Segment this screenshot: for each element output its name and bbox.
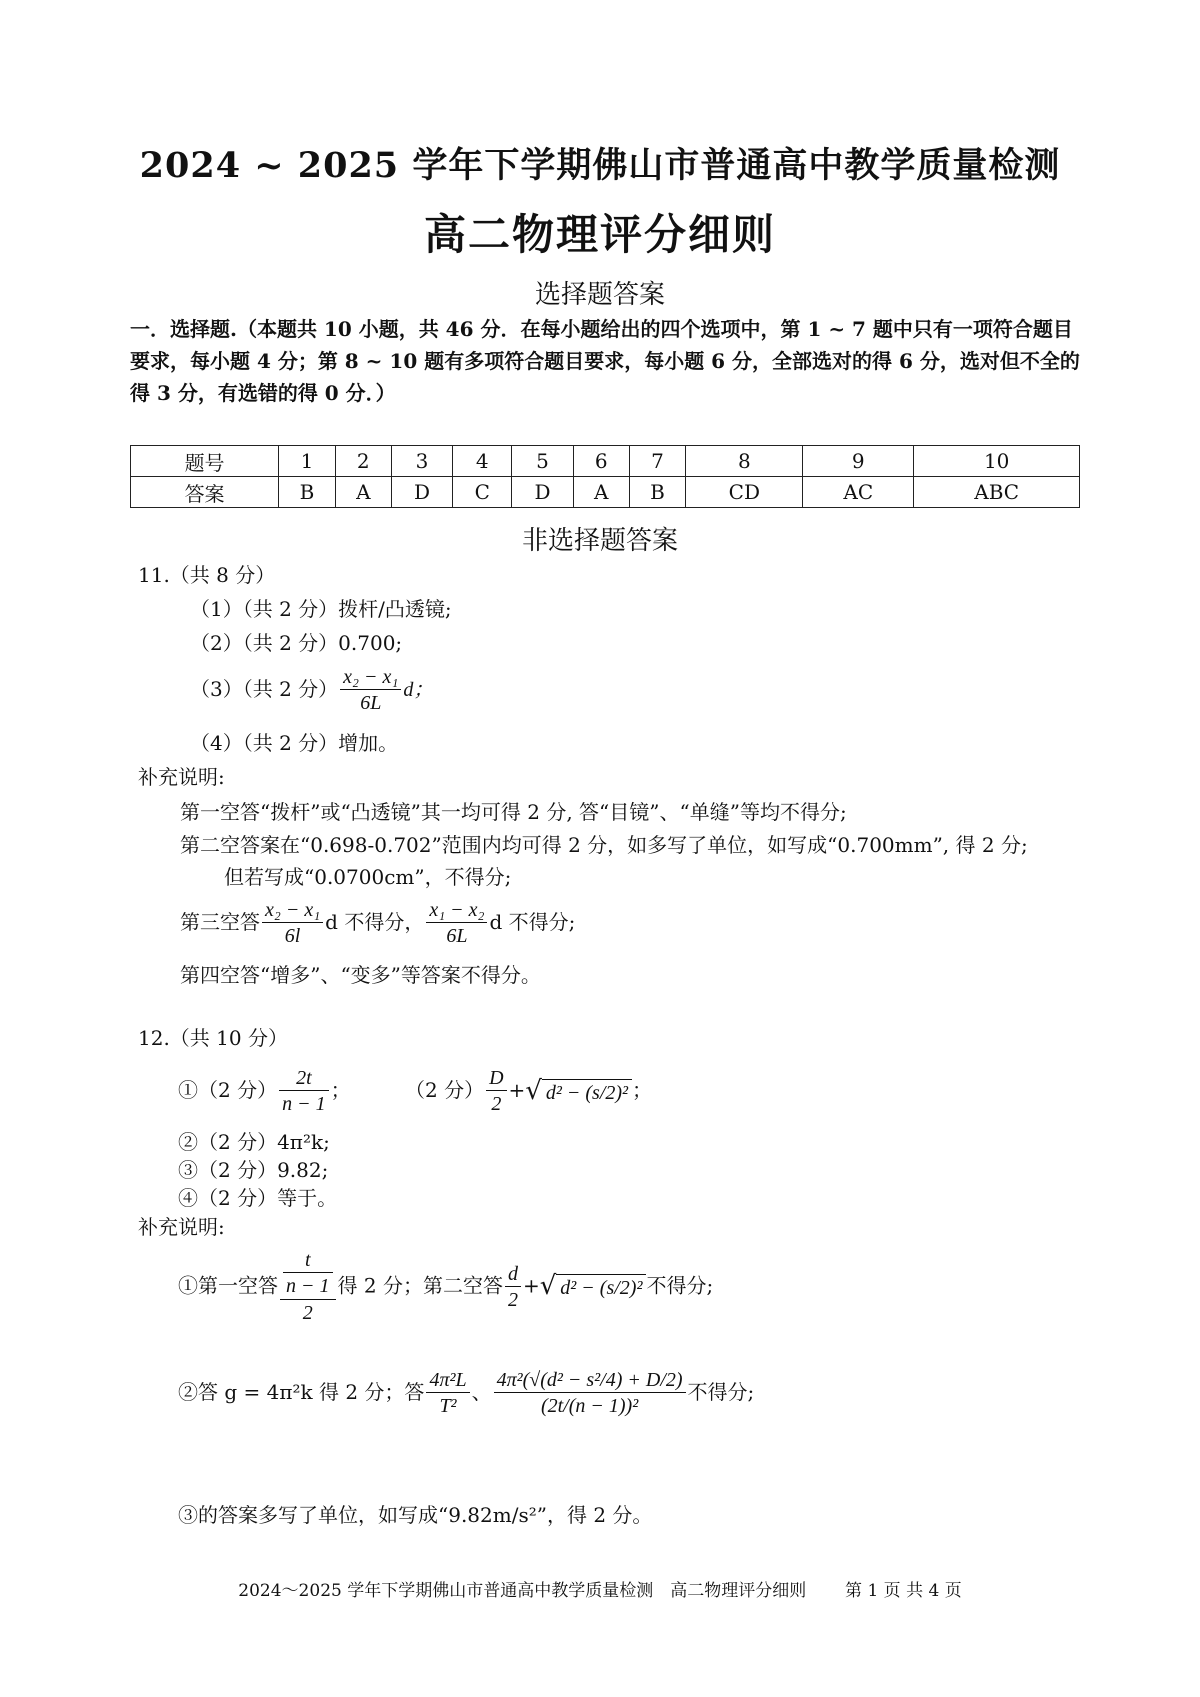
formula-fraction — [340, 665, 401, 716]
page-footer — [0, 1576, 1200, 1601]
note-tail: 不得分; — [687, 1380, 755, 1404]
formula-fraction — [494, 1368, 686, 1419]
formula-fraction — [279, 1066, 329, 1117]
denominator: 6L — [446, 925, 468, 947]
numerator: 4π²L — [426, 1368, 469, 1393]
separator: 、 — [471, 1380, 492, 1404]
q12-title: 12.（共 10 分） — [138, 1026, 288, 1050]
answer-prefix: ①（2 分） — [178, 1078, 278, 1102]
q12-note-1 — [178, 1248, 713, 1326]
note-tail: 不得分; — [646, 1273, 714, 1298]
q11-note-title: 补充说明: — [138, 765, 225, 789]
table-cell: AC — [803, 477, 914, 508]
q11-answer-2: （2）（共 2 分）0.700; — [190, 631, 403, 655]
answer-tail: d； — [403, 679, 434, 701]
row-label: 答案 — [131, 477, 279, 508]
numerator: x₁ − x₂ — [426, 898, 487, 923]
non-mc-heading: 非选择题答案 — [521, 526, 678, 556]
numerator: x₂ − x₁ — [340, 665, 401, 690]
formula-fraction — [505, 1262, 521, 1313]
page-number: 第 1 页 共 4 页 — [845, 1581, 962, 1601]
denominator: n − 1 — [282, 1093, 326, 1115]
denominator: 2 — [507, 1288, 518, 1311]
table-cell: 1 — [279, 446, 336, 477]
formula-fraction — [486, 1066, 506, 1117]
denominator: T² — [439, 1395, 457, 1417]
question-number-row — [131, 446, 1080, 477]
numerator: d — [505, 1262, 521, 1287]
denominator: (2t/(n − 1))² — [540, 1395, 639, 1417]
table-cell: CD — [686, 477, 803, 508]
q11-note-3 — [180, 898, 575, 949]
q11-note-2: 第二空答案在“0.698-0.702”范围内均可得 2 分，如多写了单位，如写成“0.700mm”, 得 2 分; — [180, 833, 1028, 857]
table-cell: 2 — [335, 446, 391, 477]
denominator: 2 — [302, 1302, 313, 1324]
q12-answer-3: ③（2 分）9.82; — [178, 1158, 329, 1182]
note-middle: 得 2 分；第二空答 — [337, 1273, 503, 1298]
note-tail: d 不得分; — [489, 910, 576, 934]
q12-answer-4: ④（2 分）等于。 — [178, 1186, 338, 1210]
formula-fraction — [262, 898, 323, 949]
plus-sign: + — [522, 1273, 540, 1298]
inner-numerator: t — [283, 1248, 333, 1273]
q12-answer-2: ②（2 分）4π²k; — [178, 1130, 330, 1154]
note-prefix: ①第一空答 — [178, 1273, 278, 1298]
table-cell: A — [335, 477, 391, 508]
formula-fraction — [426, 1368, 469, 1419]
q12-note-2 — [178, 1368, 754, 1419]
denominator: 6l — [284, 925, 301, 947]
table-cell: A — [573, 477, 629, 508]
q12-answer-1b — [405, 1066, 652, 1117]
table-cell: 7 — [629, 446, 686, 477]
document-title: 2024 ~ 2025 学年下学期佛山市普通高中教学质量检测 — [139, 145, 1061, 186]
table-cell: 4 — [453, 446, 512, 477]
document-subtitle: 高二物理评分细则 — [423, 210, 776, 259]
numerator: 2t — [279, 1066, 329, 1091]
denominator: 6L — [360, 692, 382, 714]
note-prefix: 第三空答 — [180, 910, 260, 934]
q12-answer-1 — [178, 1066, 351, 1117]
inner-fraction — [283, 1248, 333, 1299]
table-cell: B — [629, 477, 686, 508]
numerator: x₂ − x₁ — [262, 898, 323, 923]
formula-compound-fraction — [280, 1248, 336, 1326]
table-cell: 3 — [391, 446, 453, 477]
q12-note-title: 补充说明: — [138, 1215, 225, 1239]
separator: ； — [330, 1078, 351, 1102]
table-cell: ABC — [914, 477, 1080, 508]
table-cell: 5 — [512, 446, 574, 477]
inner-denominator: n − 1 — [286, 1275, 330, 1297]
q11-note-2b: 但若写成“0.0700cm”，不得分; — [224, 865, 512, 889]
denominator: 2 — [491, 1093, 502, 1115]
plus-sign: + — [508, 1078, 526, 1102]
numerator: 4π²(√(d² − s²/4) + D/2) — [494, 1368, 686, 1393]
mc-instructions: 一．选择题.（本题共 10 小题，共 46 分．在每小题给出的四个选项中，第 1 ~ 7 题中只有一项符合题目要求，每小题 4 分；第 8 ~ 10 题有多项符合题目要求，每小题 6 分，全部选对的得 6 分，选对但不全的得 3 分，有选错的得 0 分．） — [130, 317, 1080, 405]
table-cell: 9 — [803, 446, 914, 477]
table-cell: D — [512, 477, 574, 508]
mc-heading: 选择题答案 — [534, 280, 665, 310]
table-cell: 8 — [686, 446, 803, 477]
note-prefix: ②答 g = 4π²k 得 2 分；答 — [178, 1380, 425, 1404]
q11-answer-3 — [190, 665, 433, 716]
answer-prefix: （2 分） — [405, 1078, 485, 1102]
square-root: √ d² − (s/2)² — [540, 1273, 647, 1301]
q11-answer-4: （4）（共 2 分）增加。 — [190, 731, 399, 755]
footer-title: 2024～2025 学年下学期佛山市普通高中教学质量检测 高二物理评分细则 — [238, 1581, 807, 1601]
formula-fraction — [426, 898, 487, 949]
answer-row — [131, 477, 1080, 508]
table-cell: 10 — [914, 446, 1080, 477]
q12-note-3: ③的答案多写了单位，如写成“9.82m/s²”，得 2 分。 — [178, 1503, 653, 1527]
table-cell: B — [279, 477, 336, 508]
table-cell: C — [453, 477, 512, 508]
q11-note-1: 第一空答“拨杆”或“凸透镜”其一均可得 2 分, 答“目镜”、“单缝”等均不得分; — [180, 800, 847, 824]
radicand: d² − (s/2)² — [542, 1079, 632, 1106]
q11-title: 11.（共 8 分） — [138, 563, 276, 587]
numerator — [280, 1248, 336, 1300]
q11-note-4: 第四空答“增多”、“变多”等答案不得分。 — [180, 963, 541, 987]
row-label: 题号 — [131, 446, 279, 477]
radicand: d² − (s/2)² — [556, 1274, 646, 1301]
q11-answer-1: （1）（共 2 分）拨杆/凸透镜; — [190, 597, 452, 621]
answer-prefix: （3）（共 2 分） — [190, 677, 339, 701]
note-middle: d 不得分， — [325, 910, 425, 934]
table-cell: D — [391, 477, 453, 508]
answer-table — [130, 445, 1080, 508]
numerator: D — [486, 1066, 506, 1091]
table-cell: 6 — [573, 446, 629, 477]
answer-tail: ； — [632, 1078, 653, 1102]
square-root: √ d² − (s/2)² — [525, 1078, 632, 1106]
